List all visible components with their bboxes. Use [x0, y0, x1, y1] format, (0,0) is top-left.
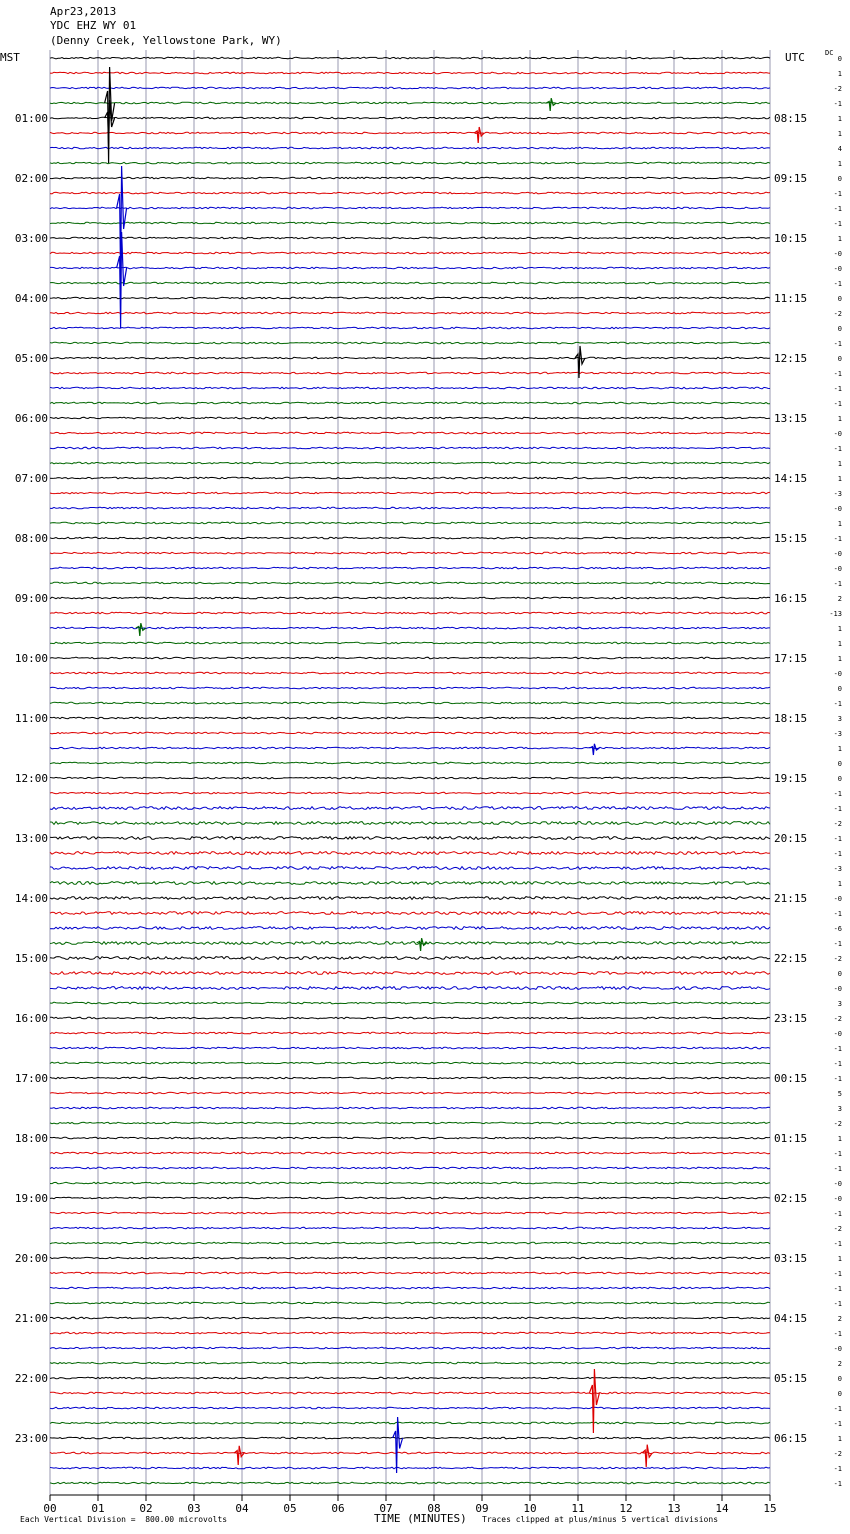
dc-offset-label: -1 [833, 1210, 842, 1218]
trace-line [50, 1407, 770, 1409]
dc-offset-label: -1 [833, 535, 842, 543]
dc-offset-label: -1 [833, 805, 842, 813]
dc-offset-label: 1 [837, 415, 842, 423]
dc-offset-label: -13 [829, 610, 842, 618]
event-spike [234, 1446, 244, 1465]
utc-hour-label: 06:15 [774, 1432, 808, 1445]
trace-line [50, 267, 770, 269]
mst-hour-label: 22:00 [14, 1372, 48, 1385]
trace-line [50, 597, 770, 599]
trace-line [50, 822, 770, 825]
trace-line [50, 57, 770, 59]
x-tick-label: 14 [715, 1502, 729, 1515]
trace-line [50, 1182, 770, 1184]
trace-line [50, 642, 770, 644]
x-tick-label: 02 [139, 1502, 153, 1515]
dc-offset-label: -3 [833, 865, 842, 873]
trace-line [50, 732, 770, 734]
utc-hour-label: 13:15 [774, 412, 808, 425]
trace-line [50, 192, 770, 194]
dc-offset-label: 1 [837, 745, 842, 753]
trace-line [50, 1212, 770, 1214]
trace-line [50, 717, 770, 719]
dc-offset-label: -2 [833, 955, 842, 963]
utc-hour-label: 10:15 [774, 232, 808, 245]
dc-offset-label: 0 [837, 295, 842, 303]
utc-hour-label: 14:15 [774, 472, 808, 485]
dc-offset-label: 1 [837, 1135, 842, 1143]
dc-offset-label: -1 [833, 850, 842, 858]
utc-hour-label: 02:15 [774, 1192, 808, 1205]
utc-hour-label: 04:15 [774, 1312, 808, 1325]
trace-line [50, 1332, 770, 1334]
dc-offset-label: 1 [837, 160, 842, 168]
trace-line [50, 1092, 770, 1094]
trace-line [50, 987, 770, 990]
dc-offset-label: -2 [833, 1015, 842, 1023]
trace-line [50, 237, 770, 239]
dc-offset-label: 3 [837, 1000, 842, 1008]
trace-line [50, 837, 770, 840]
trace-line [50, 1302, 770, 1304]
trace-line [50, 1032, 770, 1034]
x-tick-label: 13 [667, 1502, 681, 1515]
x-tick-label: 01 [91, 1502, 105, 1515]
dc-offset-label: -0 [833, 250, 842, 258]
mst-hour-label: 08:00 [14, 532, 48, 545]
trace-line [50, 72, 770, 74]
mst-hour-label: 06:00 [14, 412, 48, 425]
dc-offset-label: 5 [837, 1090, 842, 1098]
dc-offset-label: -1 [833, 445, 842, 453]
trace-line [50, 147, 770, 149]
dc-offset-label: 2 [837, 1360, 842, 1368]
trace-line [50, 927, 770, 930]
utc-hour-label: 01:15 [774, 1132, 808, 1145]
mst-hour-label: 18:00 [14, 1132, 48, 1145]
dc-offset-label: -1 [833, 700, 842, 708]
trace-line [50, 1287, 770, 1289]
mst-hour-label: 12:00 [14, 772, 48, 785]
mst-hour-label: 11:00 [14, 712, 48, 725]
trace-line [50, 1377, 770, 1379]
mst-hour-label: 17:00 [14, 1072, 48, 1085]
dc-offset-label: -1 [833, 580, 842, 588]
dc-offset-label: -0 [833, 565, 842, 573]
dc-offset-label: 0 [837, 55, 842, 63]
trace-line [50, 327, 770, 329]
trace-line [50, 807, 770, 810]
trace-line [50, 942, 770, 945]
dc-offset-label: 1 [837, 625, 842, 633]
trace-line [50, 1437, 770, 1439]
dc-offset-label: 0 [837, 1375, 842, 1383]
trace-line [50, 297, 770, 299]
dc-offset-label: -1 [833, 1240, 842, 1248]
trace-line [50, 897, 770, 900]
trace-line [50, 1167, 770, 1169]
trace-line [50, 627, 770, 629]
event-spike [589, 744, 599, 755]
dc-offset-label: -1 [833, 1285, 842, 1293]
trace-line [50, 1152, 770, 1154]
dc-offset-label: 0 [837, 1390, 842, 1398]
dc-offset-label: -1 [833, 1330, 842, 1338]
dc-offset-label: 1 [837, 235, 842, 243]
trace-line [50, 582, 770, 584]
dc-offset-label: -6 [833, 925, 842, 933]
trace-line [50, 447, 770, 449]
dc-offset-label: -0 [833, 1195, 842, 1203]
dc-offset-label: 1 [837, 115, 842, 123]
x-tick-label: 08 [427, 1502, 441, 1515]
utc-hour-label: 11:15 [774, 292, 808, 305]
event-spike [393, 1417, 403, 1473]
dc-offset-label: 0 [837, 325, 842, 333]
dc-offset-label: 1 [837, 1255, 842, 1263]
mst-hour-label: 23:00 [14, 1432, 48, 1445]
x-tick-label: 15 [763, 1502, 777, 1515]
x-tick-label: 03 [187, 1502, 201, 1515]
utc-hour-label: 22:15 [774, 952, 808, 965]
dc-offset-label: -1 [833, 1060, 842, 1068]
trace-line [50, 882, 770, 885]
dc-offset-label: -1 [833, 370, 842, 378]
dc-offset-label: -0 [833, 670, 842, 678]
dc-offset-label: -0 [833, 1030, 842, 1038]
dc-offset-label: 1 [837, 460, 842, 468]
dc-offset-label: 3 [837, 1105, 842, 1113]
dc-offset-label: -1 [833, 1420, 842, 1428]
trace-line [50, 672, 770, 674]
utc-hour-label: 17:15 [774, 652, 808, 665]
event-spike [474, 127, 484, 143]
dc-offset-label: -1 [833, 910, 842, 918]
utc-hour-label: 23:15 [774, 1012, 808, 1025]
trace-line [50, 912, 770, 915]
x-axis-title: TIME (MINUTES) [374, 1512, 467, 1525]
dc-offset-label: -1 [833, 400, 842, 408]
event-spike [642, 1445, 652, 1467]
trace-line [50, 567, 770, 569]
dc-offset-label: -0 [833, 1180, 842, 1188]
trace-line [50, 1197, 770, 1199]
trace-line [50, 777, 770, 779]
trace-line [50, 702, 770, 704]
x-tick-label: 12 [619, 1502, 633, 1515]
dc-offset-label: -3 [833, 490, 842, 498]
dc-offset-label: -1 [833, 1465, 842, 1473]
trace-line [50, 282, 770, 284]
dc-label: DC [825, 49, 834, 57]
trace-line [50, 222, 770, 224]
trace-line [50, 312, 770, 314]
trace-line [50, 1452, 770, 1454]
trace-line [50, 1422, 770, 1424]
utc-hour-label: 18:15 [774, 712, 808, 725]
event-spike [546, 98, 556, 111]
trace-line [50, 357, 770, 359]
dc-offset-label: -1 [833, 1150, 842, 1158]
event-spike [136, 623, 146, 636]
x-tick-label: 10 [523, 1502, 537, 1515]
dc-offset-label: -0 [833, 1345, 842, 1353]
dc-offset-label: -1 [833, 385, 842, 393]
dc-offset-label: 2 [837, 595, 842, 603]
dc-offset-label: 1 [837, 640, 842, 648]
dc-offset-label: -1 [833, 190, 842, 198]
dc-offset-label: -0 [833, 505, 842, 513]
dc-offset-label: -0 [833, 265, 842, 273]
dc-offset-label: -1 [833, 280, 842, 288]
dc-offset-label: -1 [833, 1405, 842, 1413]
dc-offset-label: -1 [833, 1300, 842, 1308]
trace-line [50, 1257, 770, 1259]
dc-offset-label: 1 [837, 520, 842, 528]
trace-line [50, 162, 770, 164]
utc-hour-label: 05:15 [774, 1372, 808, 1385]
dc-offset-label: 1 [837, 1435, 842, 1443]
trace-line [50, 477, 770, 479]
trace-line [50, 1137, 770, 1139]
trace-line [50, 252, 770, 254]
trace-line [50, 507, 770, 509]
chart-location: (Denny Creek, Yellowstone Park, WY) [50, 34, 282, 47]
trace-line [50, 687, 770, 689]
trace-line [50, 612, 770, 614]
dc-offset-label: -1 [833, 940, 842, 948]
trace-line [50, 1392, 770, 1394]
trace-line [50, 387, 770, 389]
trace-line [50, 522, 770, 524]
trace-line [50, 462, 770, 464]
trace-line [50, 1242, 770, 1244]
dc-offset-label: -2 [833, 820, 842, 828]
x-tick-label: 00 [43, 1502, 57, 1515]
dc-offset-label: 3 [837, 715, 842, 723]
trace-line [50, 852, 770, 855]
mst-hour-label: 10:00 [14, 652, 48, 665]
dc-offset-label: 1 [837, 655, 842, 663]
mst-hour-label: 15:00 [14, 952, 48, 965]
clip-note: Traces clipped at plus/minus 5 vertical divisions [482, 1515, 719, 1524]
trace-line [50, 552, 770, 554]
trace-line [50, 1227, 770, 1229]
dc-offset-label: -1 [833, 1075, 842, 1083]
trace-line [50, 867, 770, 870]
dc-offset-label: 1 [837, 70, 842, 78]
utc-hour-label: 16:15 [774, 592, 808, 605]
dc-offset-label: -0 [833, 895, 842, 903]
mst-hour-label: 21:00 [14, 1312, 48, 1325]
mst-hour-label: 09:00 [14, 592, 48, 605]
x-tick-label: 06 [331, 1502, 345, 1515]
trace-line [50, 372, 770, 374]
mst-hour-label: 20:00 [14, 1252, 48, 1265]
dc-offset-label: -1 [833, 100, 842, 108]
trace-line [50, 1482, 770, 1484]
trace-line [50, 492, 770, 494]
trace-line [50, 177, 770, 179]
utc-hour-label: 21:15 [774, 892, 808, 905]
dc-offset-label: -1 [833, 1270, 842, 1278]
trace-line [50, 957, 770, 960]
dc-offset-label: 0 [837, 970, 842, 978]
trace-line [50, 87, 770, 89]
dc-offset-label: -2 [833, 310, 842, 318]
trace-line [50, 537, 770, 539]
mst-hour-label: 03:00 [14, 232, 48, 245]
trace-line [50, 1002, 770, 1004]
chart-station: YDC EHZ WY 01 [50, 19, 137, 32]
mst-hour-label: 14:00 [14, 892, 48, 905]
mst-hour-label: 13:00 [14, 832, 48, 845]
dc-offset-label: 0 [837, 175, 842, 183]
trace-line [50, 1347, 770, 1349]
mst-hour-label: 19:00 [14, 1192, 48, 1205]
dc-offset-label: -1 [833, 1480, 842, 1488]
dc-offset-label: -2 [833, 1120, 842, 1128]
mst-axis-label: MST [0, 51, 20, 64]
utc-hour-label: 00:15 [774, 1072, 808, 1085]
trace-line [50, 1017, 770, 1019]
dc-offset-label: 1 [837, 880, 842, 888]
trace-line [50, 342, 770, 344]
dc-offset-label: -1 [833, 205, 842, 213]
trace-line [50, 1362, 770, 1364]
dc-offset-label: -2 [833, 1450, 842, 1458]
trace-line [50, 432, 770, 434]
x-tick-label: 04 [235, 1502, 249, 1515]
utc-hour-label: 09:15 [774, 172, 808, 185]
trace-line [50, 747, 770, 749]
dc-offset-label: -2 [833, 85, 842, 93]
dc-offset-label: -1 [833, 220, 842, 228]
x-tick-label: 07 [379, 1502, 393, 1515]
chart-date: Apr23,2013 [50, 5, 117, 18]
dc-offset-label: -2 [833, 1225, 842, 1233]
mst-hour-label: 04:00 [14, 292, 48, 305]
trace-line [50, 117, 770, 119]
trace-line [50, 1047, 770, 1049]
event-spike [105, 100, 115, 148]
utc-hour-label: 03:15 [774, 1252, 808, 1265]
dc-offset-label: -1 [833, 790, 842, 798]
mst-hour-label: 01:00 [14, 112, 48, 125]
dc-offset-label: -1 [833, 340, 842, 348]
x-tick-label: 05 [283, 1502, 297, 1515]
trace-line [50, 417, 770, 419]
trace-line [50, 1272, 770, 1274]
dc-offset-label: 1 [837, 475, 842, 483]
mst-hour-label: 07:00 [14, 472, 48, 485]
trace-line [50, 102, 770, 104]
trace-line [50, 1467, 770, 1469]
trace-line [50, 762, 770, 764]
dc-offset-label: -1 [833, 1045, 842, 1053]
trace-line [50, 1062, 770, 1064]
trace-line [50, 972, 770, 975]
trace-line [50, 207, 770, 209]
trace-line [50, 657, 770, 659]
trace-line [50, 1317, 770, 1319]
utc-hour-label: 20:15 [774, 832, 808, 845]
dc-offset-label: 0 [837, 685, 842, 693]
dc-offset-label: -0 [833, 985, 842, 993]
trace-line [50, 792, 770, 794]
mst-hour-label: 05:00 [14, 352, 48, 365]
utc-hour-label: 08:15 [774, 112, 808, 125]
utc-hour-label: 19:15 [774, 772, 808, 785]
dc-offset-label: 4 [837, 145, 842, 153]
mst-hour-label: 02:00 [14, 172, 48, 185]
dc-offset-label: 2 [837, 1315, 842, 1323]
trace-line [50, 1122, 770, 1124]
dc-offset-label: -1 [833, 1165, 842, 1173]
x-tick-label: 09 [475, 1502, 489, 1515]
trace-line [50, 1107, 770, 1109]
dc-offset-label: 0 [837, 760, 842, 768]
dc-offset-label: 0 [837, 775, 842, 783]
trace-line [50, 1077, 770, 1079]
trace-line [50, 402, 770, 404]
utc-hour-label: 12:15 [774, 352, 808, 365]
utc-hour-label: 15:15 [774, 532, 808, 545]
dc-offset-label: -0 [833, 430, 842, 438]
dc-offset-label: -1 [833, 835, 842, 843]
utc-axis-label: UTC [785, 51, 805, 64]
x-tick-label: 11 [571, 1502, 585, 1515]
dc-offset-label: 0 [837, 355, 842, 363]
scale-note: Each Vertical Division = 800.00 microvolts [20, 1515, 228, 1524]
dc-offset-label: -3 [833, 730, 842, 738]
dc-offset-label: 1 [837, 130, 842, 138]
dc-offset-label: -0 [833, 550, 842, 558]
mst-hour-label: 16:00 [14, 1012, 48, 1025]
trace-line [50, 132, 770, 134]
